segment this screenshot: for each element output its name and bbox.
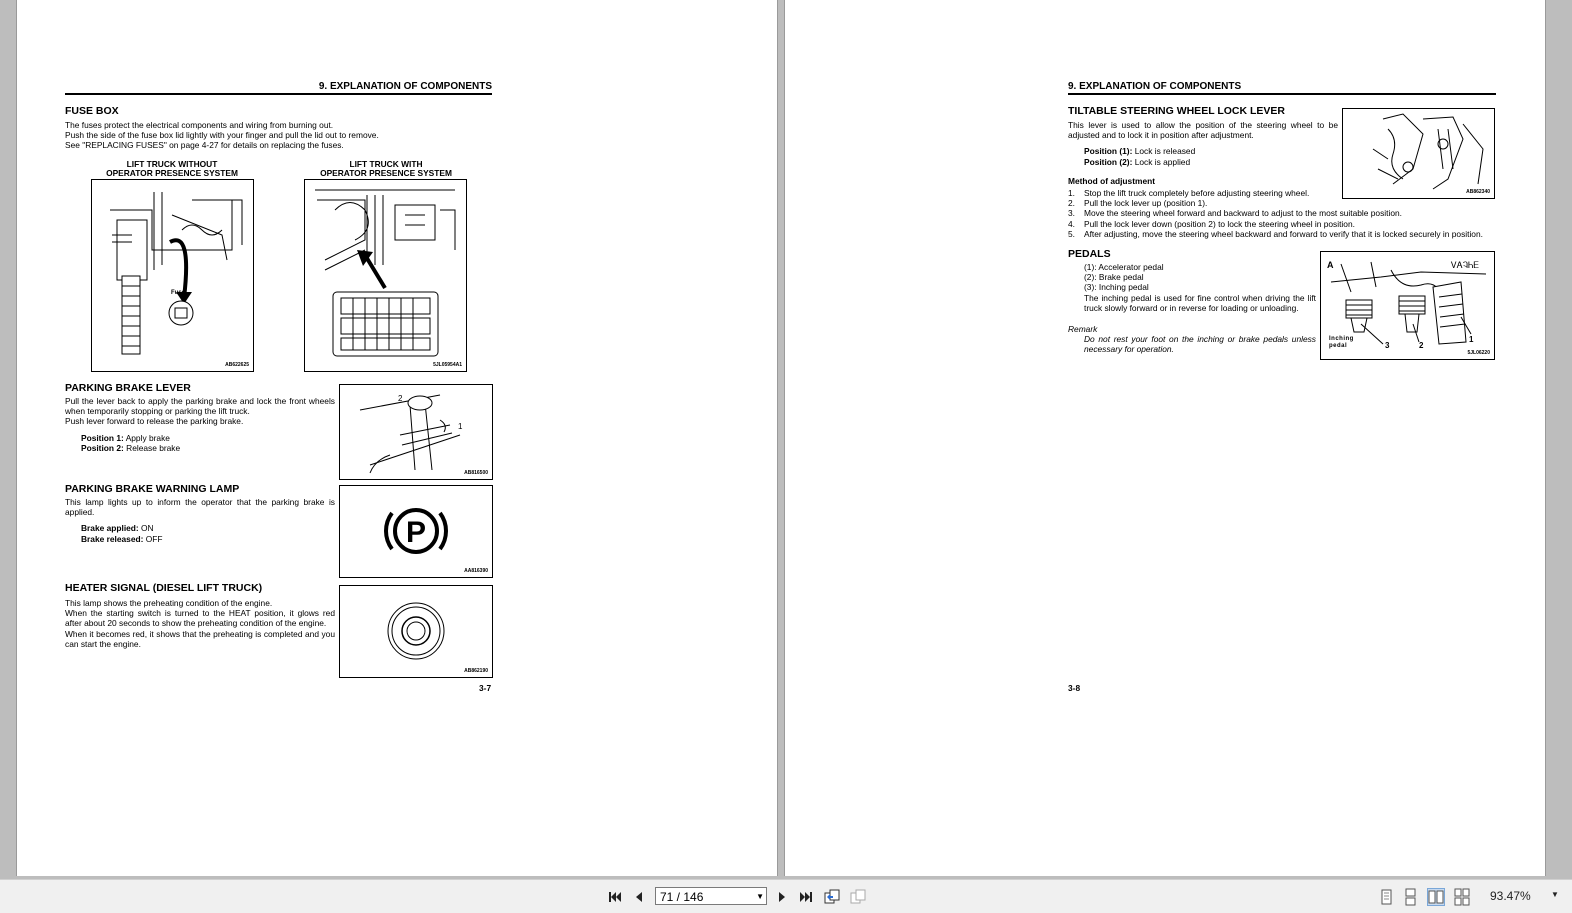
- go-forward-view-icon: [850, 889, 866, 905]
- fuse-label: Fuse: [171, 290, 186, 296]
- heater-line-1: This lamp shows the preheating condition of the engine.: [65, 598, 273, 608]
- previous-page-icon: [632, 890, 646, 904]
- heater-signal-title: HEATER SIGNAL (DIESEL LIFT TRUCK): [65, 582, 263, 594]
- steering-lever-illustration: [1343, 109, 1494, 198]
- single-page-icon: [1377, 888, 1395, 906]
- pedal-item-2: (2): Brake pedal: [1084, 272, 1144, 283]
- warning-lamp-text: [65, 497, 335, 544]
- warning-lamp-figure: [339, 485, 493, 578]
- warning-lamp-title: PARKING BRAKE WARNING LAMP: [65, 483, 240, 495]
- remark-title: Remark: [1068, 324, 1098, 334]
- lever-number-1: 1: [458, 422, 463, 431]
- method-steps: [1068, 188, 1498, 239]
- step-2: [1068, 198, 1498, 208]
- step-5: [1068, 229, 1498, 239]
- figure-id: AB816500: [464, 470, 488, 476]
- steering-lock-text: [1068, 120, 1338, 167]
- method-title: Method of adjustment: [1068, 176, 1156, 186]
- pedal-item-3: (3): Inching pedal: [1084, 282, 1149, 293]
- pedal-number-1: 1: [1469, 335, 1474, 344]
- position-1-value: Apply brake: [125, 432, 170, 443]
- fuse-box-line-3: See "REPLACING FUSES" on page 4-27 for details on replacing the fuses.: [65, 140, 344, 151]
- fuse-figure-without-ops: [91, 179, 254, 372]
- lever-illustration: [340, 385, 492, 479]
- next-page-icon: [775, 890, 789, 904]
- pedals-text: [1084, 262, 1316, 313]
- heater-lamp-icon: [340, 586, 492, 677]
- fuse-box-line-1: The fuses protect the electrical components and wiring from burning out.: [65, 120, 334, 130]
- page-number: 3-7: [479, 683, 492, 693]
- lever-number-2: 2: [398, 394, 403, 403]
- parking-brake-lever-text: [65, 396, 335, 453]
- steering-lock-line: This lever is used to allow the position of the steering wheel to be adjusted and to lock it in position after adjustment.: [1068, 120, 1338, 141]
- continuous-view-button[interactable]: [1401, 888, 1419, 906]
- pedal-number-3: 3: [1385, 341, 1390, 350]
- last-page-icon: [799, 890, 813, 904]
- inching-pedal-label: Inching pedal: [1329, 336, 1354, 349]
- warning-lamp-line: This lamp lights up to inform the operator that the parking brake is applied.: [65, 497, 335, 518]
- fuse-figure-with-ops: [304, 179, 467, 372]
- step-text: After adjusting, move the steering wheel backward and forward to verify that it is locked securely in position.: [1084, 228, 1483, 239]
- fuse-caption-right-2: OPERATOR PRESENCE SYSTEM: [320, 168, 452, 178]
- continuous-facing-icon: [1453, 888, 1471, 906]
- brake-released-value: OFF: [145, 533, 163, 544]
- page-header: 9. EXPLANATION OF COMPONENTS: [65, 81, 492, 95]
- heater-line-2: When the starting switch is turned to the HEAT position, it glows red after about 20 seconds to show the preheating condition of the engine.: [65, 608, 335, 629]
- first-page-button[interactable]: [606, 888, 624, 906]
- continuous-facing-view-button[interactable]: [1453, 888, 1471, 906]
- figure-id: AB862190: [464, 668, 488, 674]
- svg-text:ᏙᎪᎸᏂᎬ: ᏙᎪᎸᏂᎬ: [1451, 260, 1480, 270]
- fuse-box-title: FUSE BOX: [65, 105, 119, 117]
- pedals-figure: [1320, 251, 1495, 360]
- step-1: [1068, 188, 1498, 198]
- figure-id: AA816390: [464, 568, 488, 574]
- facing-pages-icon: [1428, 889, 1444, 905]
- page-header: 9. EXPLANATION OF COMPONENTS: [1068, 81, 1496, 95]
- figure-id: 5JL05954A1: [433, 362, 462, 368]
- fuse-illustration-left: [92, 180, 253, 371]
- facing-view-button[interactable]: [1427, 888, 1445, 906]
- figure-id: 5JL06220: [1467, 350, 1490, 356]
- pedals-title: PEDALS: [1068, 248, 1111, 260]
- parking-brake-lever-title: PARKING BRAKE LEVER: [65, 382, 191, 394]
- parking-brake-lever-figure: [339, 384, 493, 480]
- steering-pos1-label: Position (1):: [1084, 146, 1133, 157]
- navigation-toolbar: [0, 879, 1572, 913]
- page-number: 3-8: [1068, 683, 1081, 693]
- step-number: 2.: [1068, 198, 1075, 209]
- heater-signal-text: [65, 598, 335, 649]
- fuse-illustration-right: [305, 180, 466, 371]
- position-1-label: Position 1:: [81, 432, 124, 443]
- steering-pos2-value: Lock is applied: [1134, 156, 1191, 167]
- parking-brake-lever-line-1: Pull the lever back to apply the parking brake and lock the front wheels when temporarily stopping or parking the lift truck.: [65, 396, 335, 417]
- go-back-view-icon: [824, 889, 840, 905]
- zoom-level[interactable]: 93.47%: [1490, 889, 1531, 903]
- parking-brake-position-1: [65, 433, 335, 443]
- steering-position-1: [1068, 146, 1338, 156]
- pedal-number-2: 2: [1419, 341, 1424, 350]
- parking-brake-symbol-icon: [340, 486, 492, 577]
- step-text: Pull the lock lever up (position 1).: [1084, 198, 1208, 209]
- step-number: 4.: [1068, 218, 1075, 229]
- position-2-value: Release brake: [126, 442, 181, 453]
- step-4: [1068, 219, 1498, 229]
- fuse-caption-right-1: LIFT TRUCK WITH: [349, 159, 423, 169]
- left-page: [16, 0, 778, 876]
- figure-id: AB862340: [1466, 189, 1490, 195]
- steering-lock-title: TILTABLE STEERING WHEEL LOCK LEVER: [1068, 105, 1286, 117]
- zoom-dropdown-chevron-icon[interactable]: ▼: [1551, 890, 1559, 899]
- fuse-caption-left-2: OPERATOR PRESENCE SYSTEM: [106, 168, 238, 178]
- brake-applied-row: [65, 523, 335, 533]
- heater-line-3: When it becomes red, it shows that the preheating is completed and you can start the engine.: [65, 628, 335, 649]
- last-page-button[interactable]: [797, 888, 815, 906]
- step-3: [1068, 208, 1498, 218]
- steering-lock-figure: [1342, 108, 1495, 199]
- step-text: Pull the lock lever down (position 2) to lock the steering wheel in position.: [1084, 218, 1355, 229]
- go-back-button[interactable]: [823, 888, 841, 906]
- previous-page-button[interactable]: [630, 888, 648, 906]
- fuse-caption-left: [91, 160, 253, 178]
- pedal-item-1: (1): Accelerator pedal: [1084, 262, 1164, 272]
- fuse-box-text: [65, 120, 495, 151]
- step-number: 5.: [1068, 228, 1075, 239]
- steering-pos2-label: Position (2):: [1084, 156, 1133, 167]
- steering-position-2: [1068, 157, 1338, 167]
- right-page: [784, 0, 1546, 876]
- step-text: Move the steering wheel forward and backward to adjust to the most suitable position.: [1084, 208, 1402, 219]
- page-number-value: 71 / 146: [660, 890, 704, 904]
- chevron-down-icon[interactable]: ▼: [756, 892, 764, 901]
- next-page-button[interactable]: [773, 888, 791, 906]
- pedal-figure-label-a: A: [1327, 260, 1334, 270]
- step-text: Stop the lift truck completely before adjusting steering wheel.: [1084, 188, 1310, 198]
- fuse-caption-right: [305, 160, 467, 178]
- heater-signal-figure: [339, 585, 493, 678]
- brake-applied-value: ON: [141, 523, 154, 534]
- page-number-input[interactable]: [655, 887, 767, 905]
- step-number: 3.: [1068, 208, 1075, 219]
- fuse-box-line-2: Push the side of the fuse box lid lightly with your finger and pull the lid out to remove.: [65, 130, 379, 141]
- position-2-label: Position 2:: [81, 442, 124, 453]
- fuse-caption-left-1: LIFT TRUCK WITHOUT: [126, 159, 218, 169]
- pedals-description: The inching pedal is used for fine control when driving the lift truck slowly forward or in reverse for loading or unloading.: [1084, 292, 1316, 313]
- brake-applied-label: Brake applied:: [81, 523, 139, 534]
- continuous-page-icon: [1401, 888, 1419, 906]
- brake-released-row: [65, 534, 335, 544]
- remark-text: Do not rest your foot on the inching or brake pedals unless necessary for operation.: [1084, 334, 1316, 355]
- go-forward-button[interactable]: [849, 888, 867, 906]
- steering-pos1-value: Lock is released: [1134, 146, 1196, 157]
- parking-symbol-letter: P: [405, 516, 427, 549]
- step-number: 1.: [1068, 188, 1075, 198]
- figure-id: AB622625: [225, 362, 249, 368]
- single-page-view-button[interactable]: [1377, 888, 1395, 906]
- parking-brake-lever-line-2: Push lever forward to release the parking brake.: [65, 416, 244, 427]
- parking-brake-position-2: [65, 443, 335, 453]
- first-page-icon: [608, 890, 622, 904]
- brake-released-label: Brake released:: [81, 533, 144, 544]
